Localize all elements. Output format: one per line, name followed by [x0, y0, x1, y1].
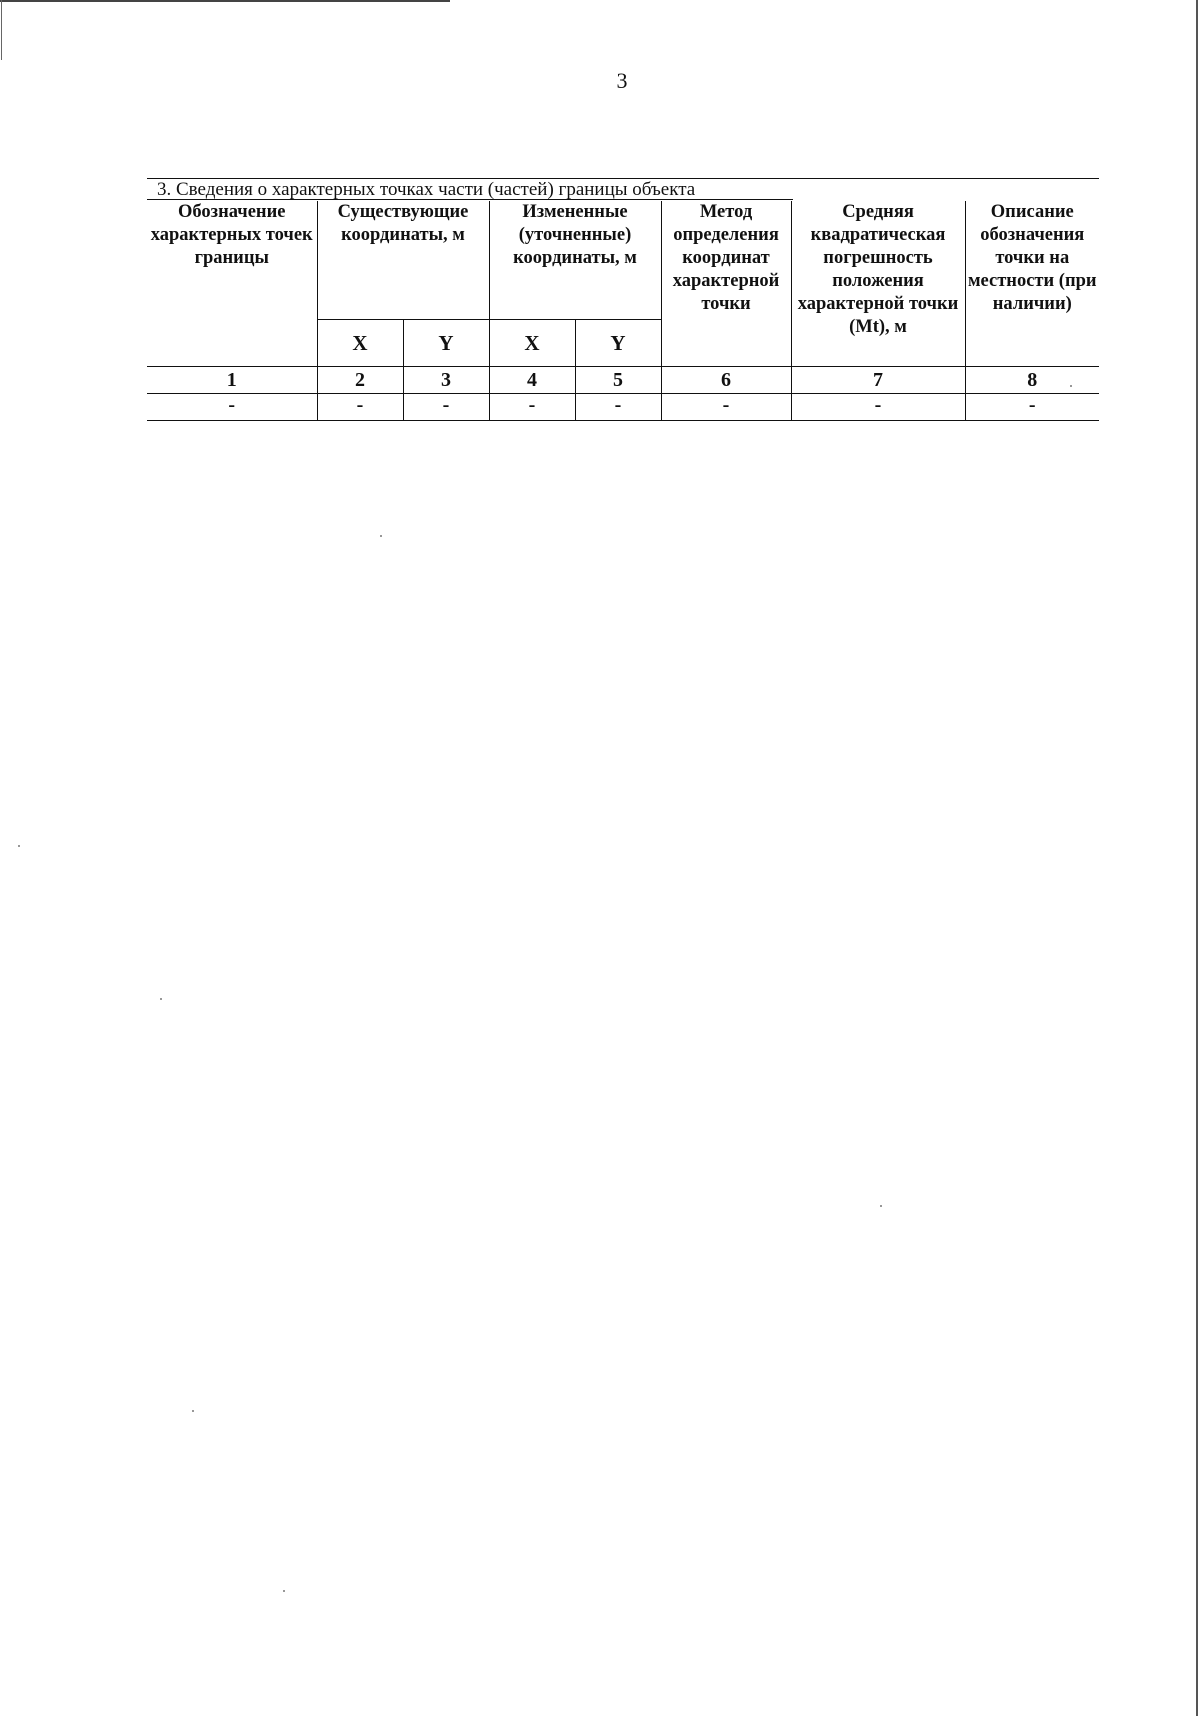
header-existing-y: Y: [403, 320, 489, 367]
header-changed-x: X: [489, 320, 575, 367]
header-mean-square-error: Средняя квадратическая погрешность положения характерной точки (Mt), м: [791, 201, 965, 367]
caption-underline: [147, 199, 793, 200]
scan-speck: [380, 535, 382, 537]
column-number: 4: [489, 367, 575, 394]
page-number: 3: [616, 68, 628, 93]
header-row: [147, 201, 1099, 320]
scan-edge-right: [1196, 0, 1198, 1716]
table-cell: -: [403, 394, 489, 421]
header-description: Описание обозначения точки на местности (при наличии): [965, 201, 1099, 367]
scan-speck: [283, 1590, 285, 1592]
column-number: 1: [147, 367, 317, 394]
scan-speck: [880, 1205, 882, 1207]
section-caption-text: 3. Сведения о характерных точках части (частей) границы объекта: [157, 179, 696, 200]
section-caption: [147, 178, 1099, 201]
header-existing-x: X: [317, 320, 403, 367]
table-row: [147, 394, 1099, 421]
header-designation: Обозначение характерных точек границы: [147, 201, 317, 367]
column-number: 6: [661, 367, 791, 394]
scan-speck: [192, 1410, 194, 1412]
header-changed-y: Y: [575, 320, 661, 367]
column-number: 5: [575, 367, 661, 394]
table-cell: -: [791, 394, 965, 421]
boundary-points-table: [147, 201, 1099, 421]
header-existing-coordinates: Существующие координаты, м: [317, 201, 489, 320]
scan-speck: [1070, 385, 1072, 387]
table-cell: -: [489, 394, 575, 421]
scan-speck: [18, 845, 20, 847]
scan-edge-left: [1, 0, 2, 60]
boundary-points-section: [147, 178, 1099, 421]
table-cell: -: [147, 394, 317, 421]
table-cell: -: [965, 394, 1099, 421]
column-number: 7: [791, 367, 965, 394]
table-cell: -: [575, 394, 661, 421]
table-cell: -: [661, 394, 791, 421]
header-method: Метод определения координат характерной точки: [661, 201, 791, 367]
column-number-row: [147, 367, 1099, 394]
header-changed-coordinates: Измененные (уточненные) координаты, м: [489, 201, 661, 320]
table-cell: -: [317, 394, 403, 421]
scan-speck: [160, 998, 162, 1000]
scan-edge-top: [0, 0, 450, 2]
column-number: 8: [965, 367, 1099, 394]
column-number: 2: [317, 367, 403, 394]
column-number: 3: [403, 367, 489, 394]
